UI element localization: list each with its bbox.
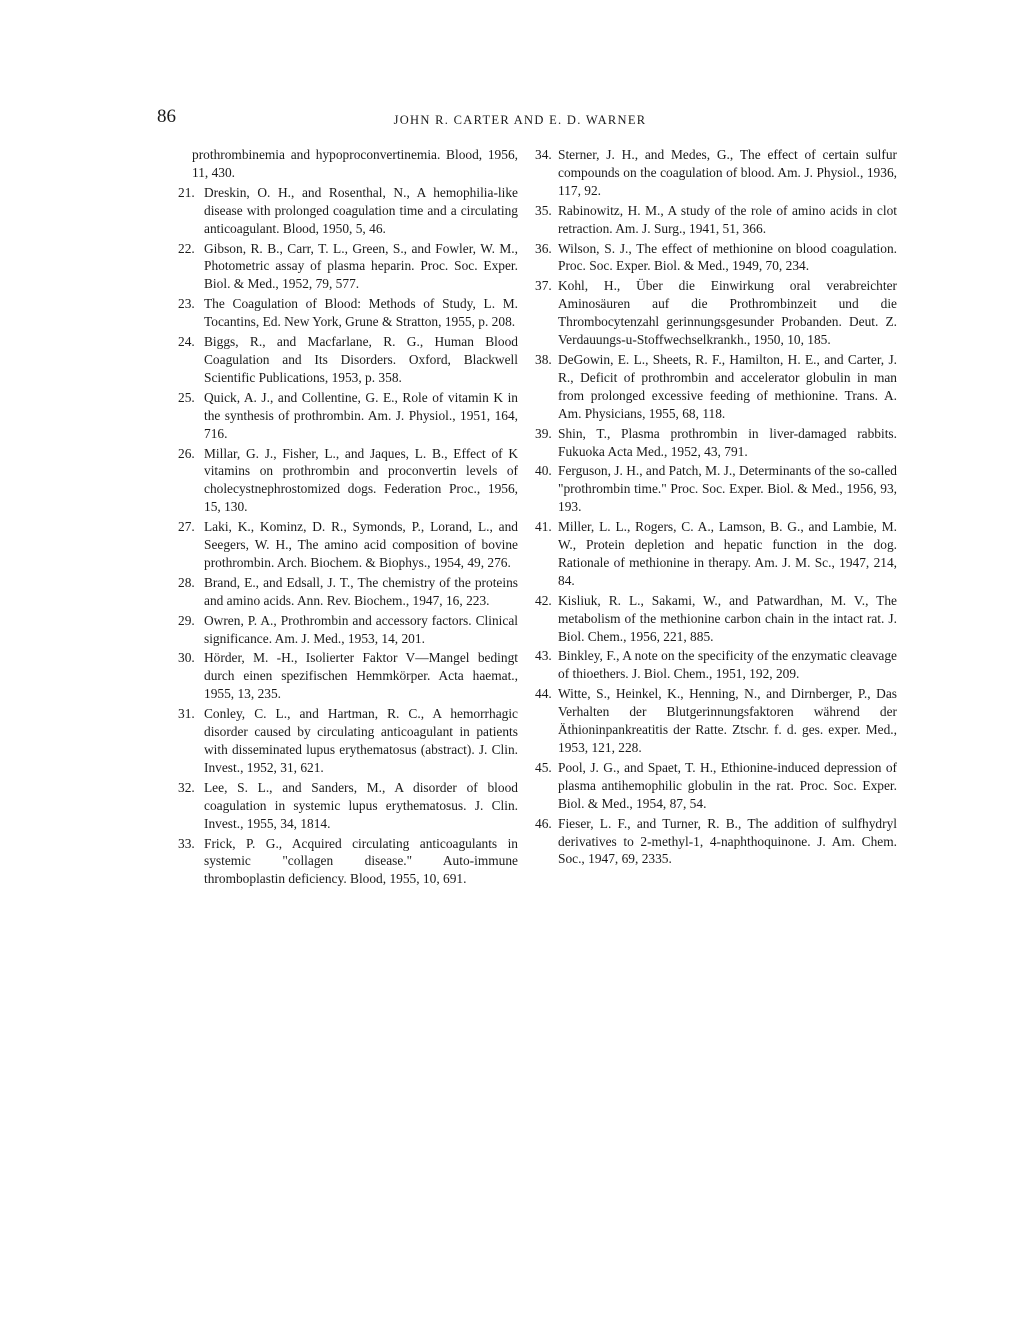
reference-number: 40. — [535, 463, 552, 479]
left-column — [178, 146, 518, 890]
reference-item — [178, 445, 518, 517]
reference-text: Witte, S., Heinkel, K., Henning, N., and Dirnberger, P., Das Verhalten der Blutgerinnungsfaktoren während der Äthioninpankreatitis der Ratte. Ztschr. f. d. ges. exper. Med., 1953, 121, 228. — [558, 686, 897, 755]
reference-text: Fieser, L. F., and Turner, R. B., The addition of sulfhydryl derivatives to 2-methyl-1, 4-naphthoquinone. J. Am. Chem. Soc., 1947, 69, 2335. — [558, 815, 897, 867]
reference-item — [178, 184, 518, 238]
reference-continuation — [178, 146, 518, 182]
reference-number: 44. — [535, 686, 552, 702]
running-head: JOHN R. CARTER AND E. D. WARNER — [393, 113, 647, 127]
reference-item — [178, 333, 518, 387]
reference-item — [535, 425, 897, 461]
reference-text: Dreskin, O. H., and Rosenthal, N., A hemophilia-like disease with prolonged coagulation time and a circulating anticoagulant. Blood, 1950, 5, 46. — [204, 184, 518, 236]
reference-number: 37. — [535, 278, 552, 294]
right-column — [535, 146, 897, 870]
reference-text: Millar, G. J., Fisher, L., and Jaques, L. B., Effect of K vitamins on prothrombin and proconvertin levels of cholecystnephrostomized dogs. Federation Proc., 1956, 15, 130. — [204, 445, 518, 515]
reference-item — [178, 518, 518, 572]
reference-text: Binkley, F., A note on the specificity of the enzymatic cleavage of thioethers. J. Biol. Chem., 1951, 192, 209. — [558, 648, 897, 682]
reference-number: 25. — [178, 389, 195, 405]
reference-list-left — [178, 184, 518, 888]
reference-text: Laki, K., Kominz, D. R., Symonds, P., Lorand, L., and Seegers, W. H., The amino acid composition of bovine prothrombin. Arch. Biochem. & Biophys., 1954, 49, 276. — [204, 519, 518, 570]
reference-item — [178, 779, 518, 833]
reference-item — [535, 685, 897, 757]
reference-item — [178, 295, 518, 331]
reference-item — [535, 462, 897, 516]
reference-text: Miller, L. L., Rogers, C. A., Lamson, B. G., and Lambie, M. W., Protein depletion and hepatic function in the dog. Rationale of methionine in therapy. Am. J. M. Sc., 1947, 214, 84. — [558, 519, 897, 588]
reference-number: 30. — [178, 650, 195, 666]
reference-item — [535, 815, 897, 869]
reference-number: 43. — [535, 648, 552, 664]
reference-item — [178, 240, 518, 294]
reference-item — [535, 647, 897, 683]
reference-text: Biggs, R., and Macfarlane, R. G., Human Blood Coagulation and Its Disorders. Oxford, Blackwell Scientific Publications, 1953, p. 358. — [204, 334, 518, 385]
reference-text: Owren, P. A., Prothrombin and accessory factors. Clinical significance. Am. J. Med., 1953, 14, 201. — [204, 612, 518, 646]
reference-item — [535, 202, 897, 238]
page-number: 86 — [157, 106, 176, 127]
reference-number: 46. — [535, 815, 552, 831]
reference-number: 21. — [178, 184, 195, 200]
reference-number: 38. — [535, 351, 552, 367]
reference-item — [178, 612, 518, 648]
reference-text: Hörder, M. -H., Isolierter Faktor V—Mangel bedingt durch einen spezifischen Hemmkörper. Acta haemat., 1955, 13, 235. — [204, 650, 518, 702]
reference-number: 41. — [535, 519, 552, 535]
reference-text: Conley, C. L., and Hartman, R. C., A hemorrhagic disorder caused by circulating anticoagulant in patients with disseminated lupus erythematosus (abstract). J. Clin. Invest., 1952, 31, 621. — [204, 706, 518, 775]
reference-text: DeGowin, E. L., Sheets, R. F., Hamilton, H. E., and Carter, J. R., Deficit of prothrombin and accelerator globulin in man from prolonged excessive feeding of methionine. Trans. A. Am. Physicians, 1955, 68, 118. — [558, 351, 897, 421]
reference-number: 32. — [178, 779, 195, 795]
reference-item — [535, 351, 897, 423]
reference-item — [535, 146, 897, 200]
reference-text: Shin, T., Plasma prothrombin in liver-damaged rabbits. Fukuoka Acta Med., 1952, 43, 791. — [558, 425, 897, 459]
reference-item — [178, 705, 518, 777]
reference-number: 39. — [535, 425, 552, 441]
reference-text: Gibson, R. B., Carr, T. L., Green, S., and Fowler, W. M., Photometric assay of plasma heparin. Proc. Soc. Exper. Biol. & Med., 1952, 79, 577. — [204, 240, 518, 292]
reference-item — [535, 518, 897, 590]
reference-item — [178, 574, 518, 610]
reference-item — [178, 389, 518, 443]
reference-number: 24. — [178, 334, 195, 350]
reference-text: Ferguson, J. H., and Patch, M. J., Determinants of the so-called "prothrombin time." Proc. Soc. Exper. Biol. & Med., 1956, 93, 193. — [558, 463, 897, 515]
reference-text: Wilson, S. J., The effect of methionine on blood coagulation. Proc. Soc. Exper. Biol. & Med., 1949, 70, 234. — [558, 240, 897, 274]
reference-text: Kisliuk, R. L., Sakami, W., and Patwardhan, M. V., The metabolism of the methionine carbon chain in the intact rat. J. Biol. Chem., 1956, 221, 885. — [558, 592, 897, 644]
reference-item — [535, 277, 897, 349]
reference-text: Brand, E., and Edsall, J. T., The chemistry of the proteins and amino acids. Ann. Rev. Biochem., 1947, 16, 223. — [204, 574, 518, 608]
reference-number: 28. — [178, 574, 195, 590]
reference-number: 42. — [535, 592, 552, 608]
reference-number: 35. — [535, 202, 552, 218]
reference-text: Kohl, H., Über die Einwirkung oral verabreichter Aminosäuren auf die Prothrombinzeit und die Thrombocytenzahl gerinnungsgesunder Probanden. Deut. Z. Verdauungs-u-Stoffwechselkrankh., 1950, 10, 185. — [558, 278, 897, 348]
reference-list-right — [535, 146, 897, 868]
reference-number: 29. — [178, 612, 195, 628]
reference-text: Rabinowitz, H. M., A study of the role of amino acids in clot retraction. Am. J. Surg., 1941, 51, 366. — [558, 202, 897, 236]
reference-text: Pool, J. G., and Spaet, T. H., Ethionine-induced depression of plasma antihemophilic globulin in the rat. Proc. Soc. Exper. Biol. & Med., 1954, 87, 54. — [558, 759, 897, 811]
reference-item — [535, 240, 897, 276]
reference-text: prothrombinemia and hypoproconvertinemia. Blood, 1956, 11, 430. — [192, 147, 518, 180]
reference-number: 36. — [535, 240, 552, 256]
reference-item — [535, 759, 897, 813]
reference-text: Frick, P. G., Acquired circulating anticoagulants in systemic "collagen disease." Auto-immune thromboplastin deficiency. Blood, 1955, 10, 691. — [204, 835, 518, 887]
reference-text: Quick, A. J., and Collentine, G. E., Role of vitamin K in the synthesis of prothrombin. Am. J. Physiol., 1951, 164, 716. — [204, 389, 518, 441]
reference-number: 33. — [178, 835, 195, 851]
reference-number: 34. — [535, 147, 552, 162]
reference-number: 45. — [535, 759, 552, 775]
reference-text: Lee, S. L., and Sanders, M., A disorder of blood coagulation in systemic lupus erythematosus. J. Clin. Invest., 1955, 34, 1814. — [204, 779, 518, 831]
reference-text: The Coagulation of Blood: Methods of Study, L. M. Tocantins, Ed. New York, Grune & Stratton, 1955, p. 208. — [204, 296, 518, 330]
reference-number: 27. — [178, 519, 195, 535]
reference-text: Sterner, J. H., and Medes, G., The effect of certain sulfur compounds on the coagulation of blood. Am. J. Physiol., 1936, 117, 92. — [558, 147, 897, 198]
reference-item — [535, 592, 897, 646]
reference-number: 31. — [178, 706, 195, 722]
reference-item — [178, 649, 518, 703]
reference-number: 22. — [178, 240, 195, 256]
reference-number: 26. — [178, 445, 195, 461]
reference-number: 23. — [178, 296, 195, 312]
reference-item — [178, 835, 518, 889]
